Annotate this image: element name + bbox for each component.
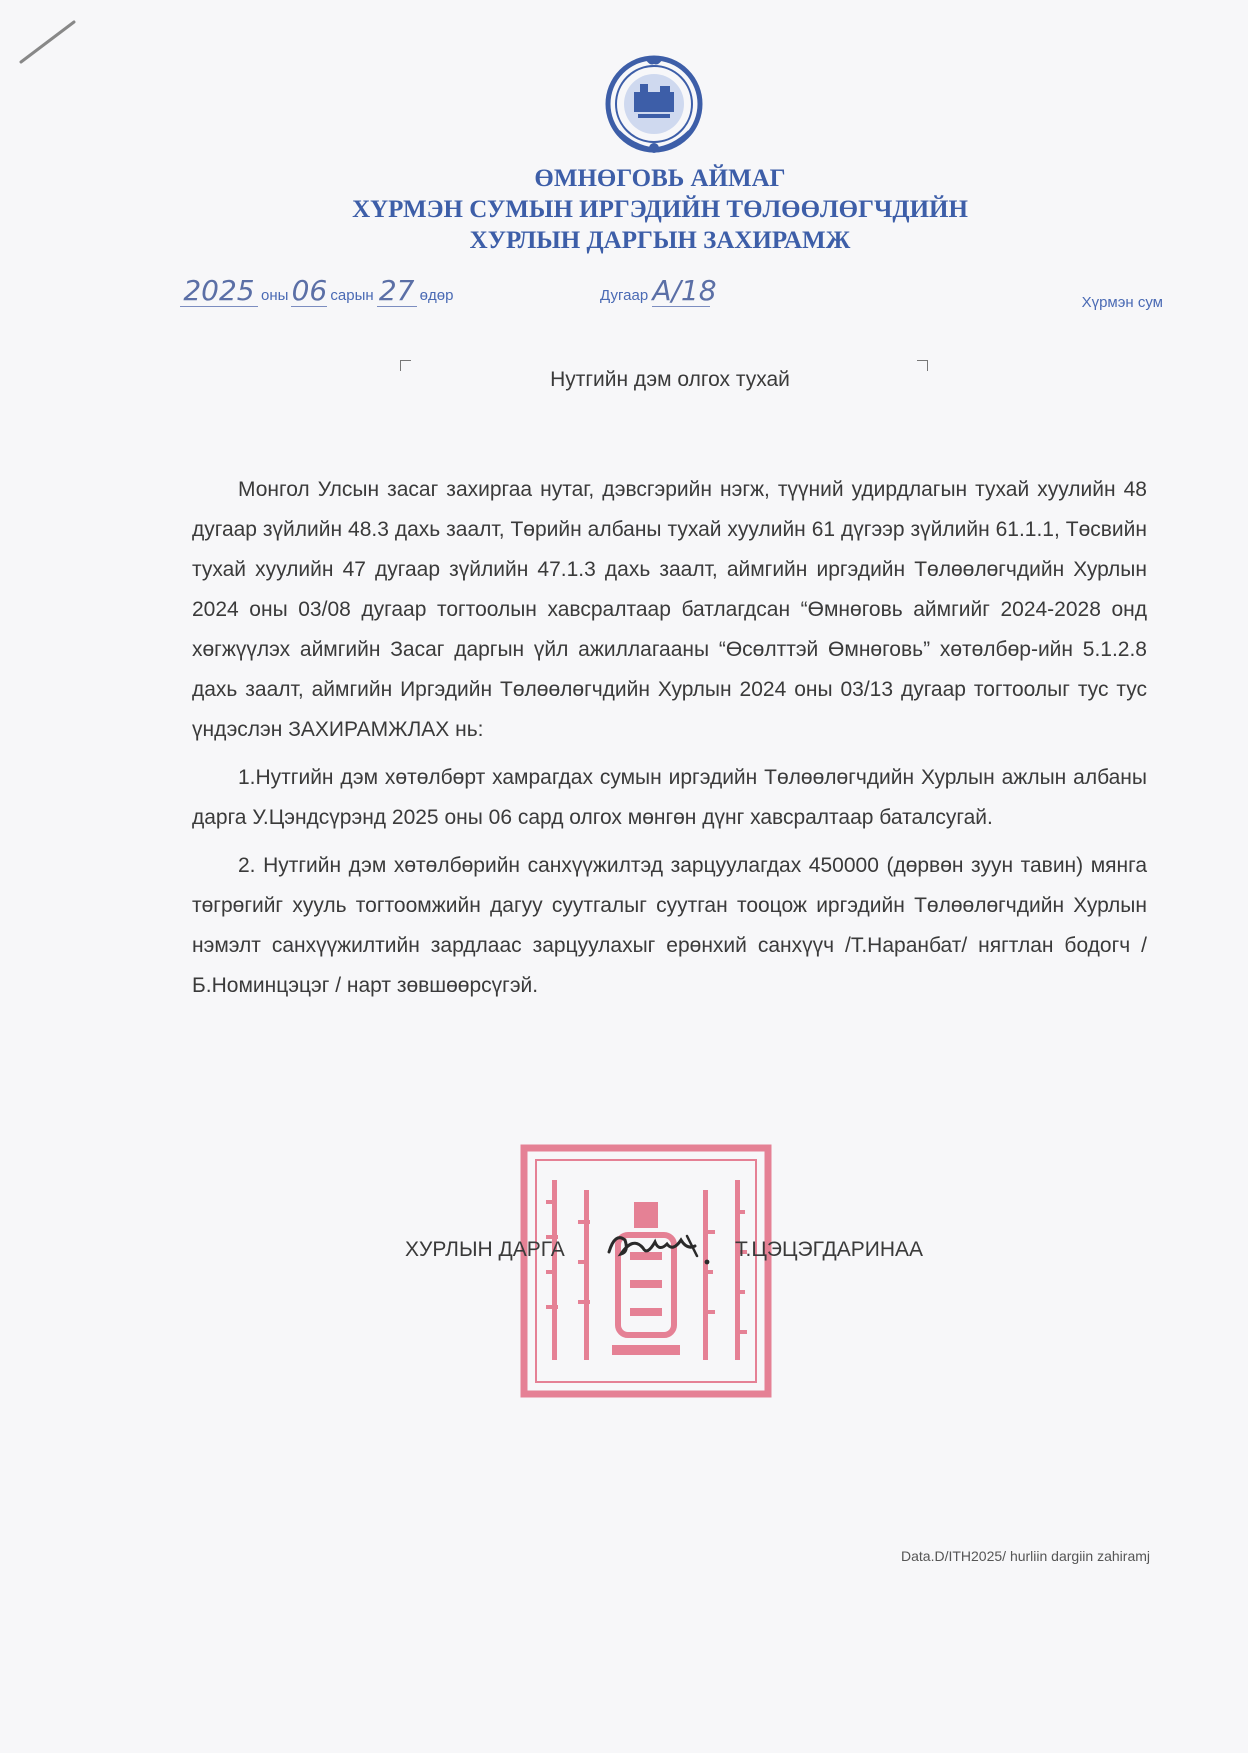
pen-mark <box>18 18 78 68</box>
date-day-suffix: өдөр <box>419 287 454 304</box>
date-number-row <box>180 276 1165 316</box>
date-day: 27 <box>377 276 417 307</box>
date-year: 2025 <box>180 276 258 307</box>
document-header <box>200 163 1120 256</box>
header-line-3: ХУРЛЫН ДАРГЫН ЗАХИРАМЖ <box>469 227 851 254</box>
header-line-1: ӨМНӨГОВЬ АЙМАГ <box>534 165 786 192</box>
date-year-suffix: оны <box>261 287 289 304</box>
signatory-name: Т.ЦЭЦЭГДАРИНАА <box>735 1238 924 1261</box>
handwritten-signature <box>603 1222 713 1272</box>
body-paragraph-2: 1.Нутгийн дэм хөтөлбөрт хамрагдах сумын иргэдийн Төлөөлөгчдийн Хурлын ажлын албаны дарга У.Цэндсүрэнд 2025 оны 06 сард олгох мөнгөн дүнг хавсралтаар баталсугай. <box>192 766 1147 829</box>
state-emblem-icon <box>604 52 704 156</box>
body-paragraph-1: Монгол Улсын засаг захиргаа нутаг, дэвсгэрийн нэгж, түүний удирдлагын тухай хуулийн 48 дугаар зүйлийн 48.3 дахь заалт, Төрийн албаны тухай хуулийн 61 дүгээр зүйлийн 61.1.1, Төсвийн тухай хуулийн 47 дугаар зүйлийн 47.1.3 дахь заалт, аймгийн иргэдийн Төлөөлөгчдийн Хурлын 2024 оны 03/08 дугаар тогтоолын хавсралтаар батлагдсан “Өмнөговь аймгийг 2024-2028 онд хөгжүүлэх аймгийн Засаг даргын үйл ажиллагааны “Өсөлттэй Өмнөговь” хөтөлбөр-ийн 5.1.2.8 дахь заалт, аймгийн Иргэдийн Төлөөлөгчдийн Хурлын 2024 оны 03/13 дугаар тогтоолыг тус тус үндэслэн ЗАХИРАМЖЛАХ нь: <box>192 478 1147 741</box>
decree-number <box>600 274 717 307</box>
issue-place: Хүрмэн сум <box>1081 294 1163 311</box>
decree-subject: Нутгийн дэм олгох тухай <box>550 368 790 391</box>
number-label: Дугаар <box>600 287 649 304</box>
header-line-2: ХҮРМЭН СУМЫН ИРГЭДИЙН ТӨЛӨӨЛӨГЧДИЙН <box>352 196 968 223</box>
signatory-title: ХУРЛЫН ДАРГА <box>405 1238 565 1261</box>
date-month-suffix: сарын <box>330 287 374 304</box>
decree-body <box>192 470 1147 1014</box>
issue-date <box>180 276 456 307</box>
file-reference: Data.D/ITH2025/ hurliin dargiin zahiramj <box>901 1548 1150 1564</box>
date-month: 06 <box>291 274 328 307</box>
body-paragraph-3: 2. Нутгийн дэм хөтөлбөрийн санхүүжилтэд зарцуулагдах 450000 (дөрвөн зуун тавин) мянга төгрөгийг хууль тогтоомжийн дагуу суутгалыг суутган тооцож иргэдийн Төлөөлөгчдийн Хурлын нэмэлт санхүүжилтийн зардлаас зарцуулахыг ерөнхий санхүүч /Т.Наранбат/ нягтлан бодогч /Б.Номинцэцэг / нарт зөвшөөрсүгэй. <box>192 854 1147 997</box>
number-value: А/18 <box>652 274 717 307</box>
